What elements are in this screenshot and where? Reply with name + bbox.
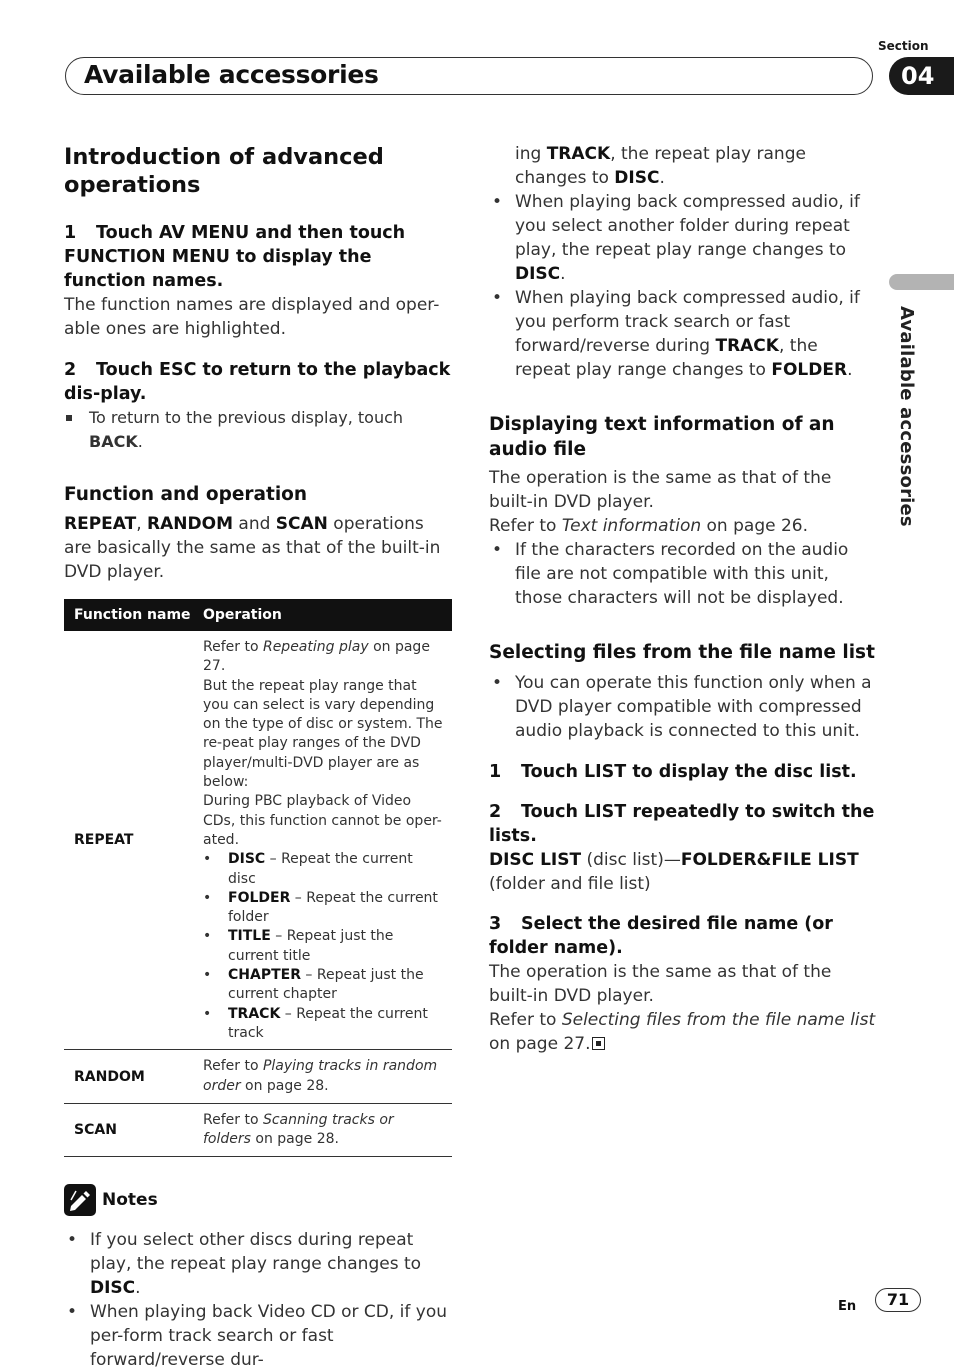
list-item: • CHAPTER – Repeat just the current chapter [203,967,424,1003]
select-step-1: 1 Touch LIST to display the disc list. [489,762,857,782]
side-section-label: Available accessories [896,306,917,527]
note-item: • When playing back Video CD or CD, if you per-form track search or fast forward/reverse dur- [67,1302,448,1371]
text-info-bullet: • If the characters recorded on the audio file are not compatible with this unit, those characters will not be displayed. [492,540,849,608]
table-header-cell: Operation [203,599,452,631]
page-number: 71 [875,1288,921,1312]
end-of-section-icon [592,1037,605,1050]
notes-header [64,1184,452,1216]
text-info-body: The operation is the same as that of the built-in DVD player. [489,468,832,512]
table-row [64,631,452,1050]
step-number: 1 [64,223,77,243]
list-item: • FOLDER – Repeat the current folder [203,889,438,926]
note-item: • If you select other discs during repeat play, the repeat play range changes to DISC. [67,1230,422,1299]
right-column [489,142,877,1056]
step-text: Touch ESC to return to the playback dis-play. [64,360,451,404]
note-item: • When playing back compressed audio, if you perform track search or fast forward/reverse during TRACK, the repeat play range changes to FOLDER. [492,288,860,380]
function-name-cell: SCAN [64,1103,203,1157]
section-number-badge: 04 [889,57,954,95]
select-files-heading: Selecting files from the file name list [489,642,875,663]
select-step-2: 2 Touch LIST repeatedly to switch the lists. [489,802,875,846]
operation-cell: Refer to Repeating play on page 27. But the repeat play range that you can select is vary depending on the type of disc or system. The re-peat play ranges of the DVD player/multi-DVD player are as below: During PBC playback of Video CDs, this function cannot be oper-ated. • DISC – Repeat the current disc • FOLDER – Repeat the current folder • TITLE – Repeat just the current title • CHAPTER – Repeat just the current chapter • TRACK – Repeat the current track [203,631,452,1050]
operation-cell: Refer to Scanning tracks or folders on page 28. [203,1103,452,1157]
operation-cell: Refer to Playing tracks in random order on page 28. [203,1050,452,1104]
function-table [64,599,452,1157]
side-tab-marker [889,274,954,290]
page-title: Available accessories [84,60,379,89]
intro-heading: Introduction of advanced operations [64,144,384,198]
list-item: • DISC – Repeat the current disc [203,851,413,887]
table-row [64,1103,452,1157]
notes-list [64,1228,452,1372]
list-item: • TITLE – Repeat just the current title [203,928,394,964]
function-name-cell: RANDOM [64,1050,203,1104]
table-header-row [64,599,452,631]
step-2 [64,358,452,406]
language-label: En [838,1299,857,1314]
step-2-bullet: To return to the previous display, touch BACK. [64,406,452,454]
select-step-3-reference: Refer to Selecting files from the file name list on page 27. [489,1010,876,1054]
pencil-note-icon [64,1184,96,1216]
select-step-3: 3 Select the desired file name (or folder name). [489,914,833,958]
text-info-heading: Displaying text information of an audio file [489,414,835,460]
note-item: • When playing back compressed audio, if you select another folder during repeat play, the repeat play range changes to DISC. [492,192,860,284]
left-column [64,140,452,1372]
step-number: 2 [64,360,77,380]
table-header-cell: Function name [64,599,203,631]
select-step-3-body: The operation is the same as that of the built-in DVD player. [489,962,832,1006]
select-step-2-body: DISC LIST (disc list)—FOLDER&FILE LIST (folder and file list) [489,850,859,894]
function-operation-body: REPEAT, RANDOM and SCAN operations are basically the same as that of the built-in DVD player. [64,514,441,582]
table-row [64,1050,452,1104]
function-name-cell: REPEAT [64,631,203,1050]
select-files-bullet: • You can operate this function only when a DVD player compatible with compressed audio playback is connected to this unit. [492,673,872,741]
step-1-body: The function names are displayed and oper-able ones are highlighted. [64,295,440,339]
square-bullet-icon [66,415,72,421]
notes-label: Notes [102,1190,158,1211]
step-text: Touch AV MENU and then touch FUNCTION MENU to display the function names. [64,223,406,291]
step-1 [64,221,452,293]
list-item: • TRACK – Repeat the current track [203,1005,428,1041]
note-continuation: ing TRACK, the repeat play range changes to DISC. [515,144,806,188]
section-label: Section [878,39,929,53]
text-info-reference: Refer to Text information on page 26. [489,516,809,536]
function-operation-heading: Function and operation [64,484,308,505]
